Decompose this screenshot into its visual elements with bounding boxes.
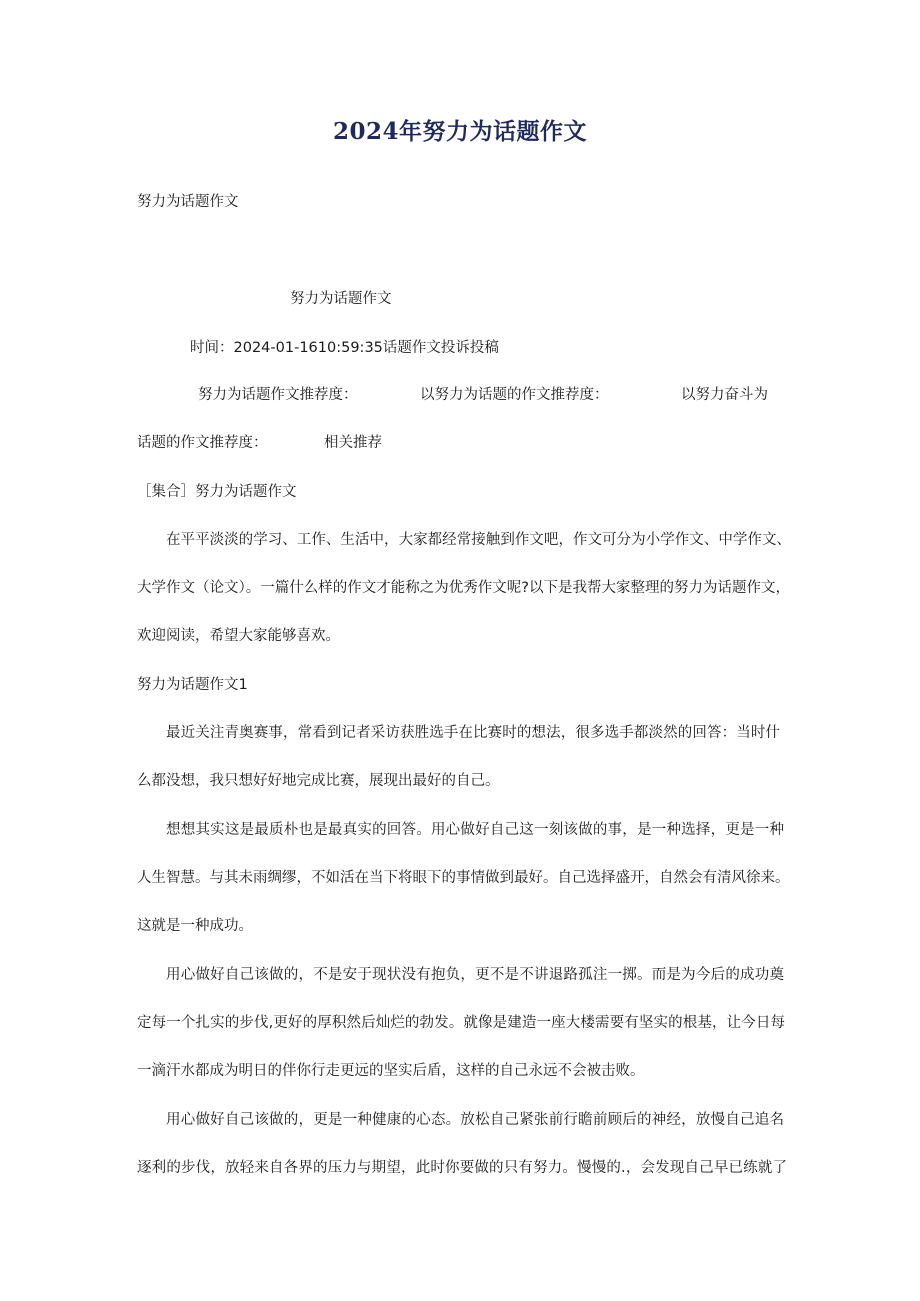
intro-line-1: 在平平淡淡的学习、工作、生活中，大家都经常接触到作文吧，作文可分为小学作文、中学作文、 — [166, 532, 791, 548]
recommend-item-1: 努力为话题作文推荐度： — [198, 387, 358, 403]
subtitle-center: 努力为话题作文 — [290, 291, 392, 307]
p2-line-1: 想想其实这是最质朴也是最真实的回答。用心做好自己这一刻该做的事，是一种选择，更是一种 — [166, 822, 784, 838]
p1-line-2: 么都没想，我只想好好地完成比赛，展现出最好的自己。 — [137, 773, 500, 789]
related-recommend: 相关推荐 — [324, 435, 382, 451]
p2-line-3: 这就是一种成功。 — [137, 918, 253, 934]
intro-line-2: 大学作文（论文）。一篇什么样的作文才能称之为优秀作文呢?以下是我帮大家整理的努力为话题作文， — [137, 580, 790, 596]
intro-line-3: 欢迎阅读，希望大家能够喜欢。 — [137, 628, 340, 644]
recommend-item-3: 以努力奋斗为 — [681, 387, 768, 403]
p3-line-3: 一滴汗水都成为明日的伴你行走更远的坚实后盾，这样的自己永远不会被击败。 — [137, 1063, 645, 1079]
subtitle-left: 努力为话题作文 — [137, 194, 239, 210]
p3-line-2: 定每一个扎实的步伐,更好的厚积然后灿烂的勃发。就像是建造一座大楼需要有坚实的根基，让今日每 — [137, 1015, 785, 1031]
p3-line-1: 用心做好自己该做的，不是安于现状没有抱负，更不是不讲退路孤注一掷。而是为今后的成功奠 — [166, 967, 784, 983]
p2-line-2: 人生智慧。与其未雨绸缪，不如活在当下将眼下的事情做到最好。自己选择盛开，自然会有清风徐来。 — [137, 870, 790, 886]
essay1-heading: 努力为话题作文1 — [137, 677, 248, 693]
time-line: 时间：2024-01-1610:59:35话题作文投诉投稿 — [190, 340, 499, 356]
document-title: 2024年努力为话题作文 — [332, 118, 587, 145]
recommend-item-2: 以努力为话题的作文推荐度： — [420, 387, 609, 403]
p1-line-1: 最近关注青奥赛事，常看到记者采访获胜选手在比赛时的想法，很多选手都淡然的回答：当时什 — [166, 725, 780, 741]
recommend-item-3-continued: 话题的作文推荐度： — [137, 435, 268, 451]
p4-line-2: 逐利的步伐，放轻来自各界的压力与期望，此时你要做的只有努力。慢慢的.，会发现自己早已练就了 — [137, 1160, 787, 1176]
p4-line-1: 用心做好自己该做的，更是一种健康的心态。放松自己紧张前行瞻前顾后的神经，放慢自己追名 — [166, 1112, 784, 1128]
collection-heading: ［集合］努力为话题作文 — [137, 484, 297, 500]
